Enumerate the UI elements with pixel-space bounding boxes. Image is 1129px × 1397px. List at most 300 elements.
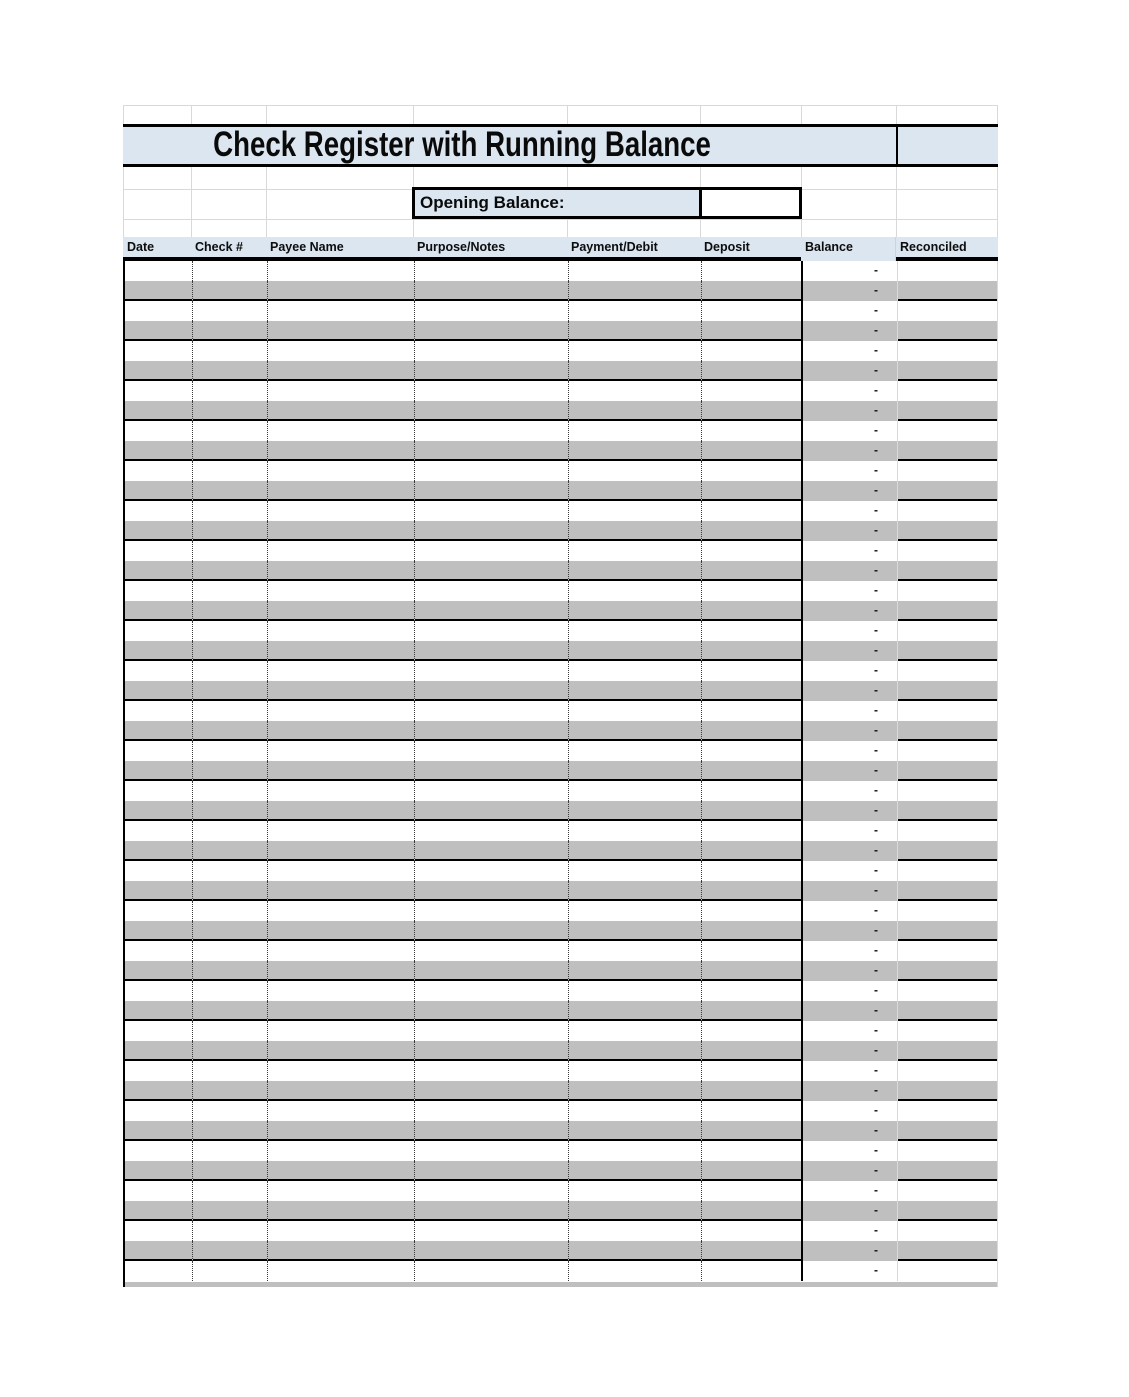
payee-name-cell[interactable]	[268, 561, 415, 581]
payment-debit-cell[interactable]	[569, 581, 702, 601]
purpose-notes-cell[interactable]	[415, 1141, 569, 1161]
purpose-notes-cell[interactable]	[415, 461, 569, 481]
reconciled-cell[interactable]	[898, 761, 997, 781]
payment-debit-cell[interactable]	[569, 1081, 702, 1101]
purpose-notes-cell[interactable]	[415, 361, 569, 381]
payment-debit-cell[interactable]	[569, 1121, 702, 1141]
purpose-notes-cell[interactable]	[415, 681, 569, 701]
deposit-cell[interactable]	[702, 761, 803, 781]
payment-debit-cell[interactable]	[569, 1261, 702, 1281]
check-number-cell[interactable]	[193, 1161, 268, 1181]
payee-name-cell[interactable]	[268, 1161, 415, 1181]
payment-debit-cell[interactable]	[569, 261, 702, 281]
date-cell[interactable]	[125, 661, 193, 681]
date-cell[interactable]	[125, 1181, 193, 1201]
check-number-cell[interactable]	[193, 901, 268, 921]
reconciled-cell[interactable]	[898, 621, 997, 641]
purpose-notes-cell[interactable]	[415, 561, 569, 581]
reconciled-cell[interactable]	[898, 821, 997, 841]
reconciled-cell[interactable]	[898, 321, 997, 341]
payee-name-cell[interactable]	[268, 321, 415, 341]
purpose-notes-cell[interactable]	[415, 1001, 569, 1021]
date-cell[interactable]	[125, 341, 193, 361]
payee-name-cell[interactable]	[268, 861, 415, 881]
date-cell[interactable]	[125, 801, 193, 821]
deposit-cell[interactable]	[702, 461, 803, 481]
reconciled-cell[interactable]	[898, 1241, 997, 1261]
payment-debit-cell[interactable]	[569, 781, 702, 801]
deposit-cell[interactable]	[702, 1021, 803, 1041]
payee-name-cell[interactable]	[268, 1041, 415, 1061]
reconciled-cell[interactable]	[898, 1021, 997, 1041]
purpose-notes-cell[interactable]	[415, 841, 569, 861]
purpose-notes-cell[interactable]	[415, 941, 569, 961]
payment-debit-cell[interactable]	[569, 301, 702, 321]
reconciled-cell[interactable]	[898, 941, 997, 961]
check-number-cell[interactable]	[193, 781, 268, 801]
deposit-cell[interactable]	[702, 401, 803, 421]
payee-name-cell[interactable]	[268, 401, 415, 421]
purpose-notes-cell[interactable]	[415, 641, 569, 661]
reconciled-cell[interactable]	[898, 501, 997, 521]
check-number-cell[interactable]	[193, 341, 268, 361]
payment-debit-cell[interactable]	[569, 661, 702, 681]
date-cell[interactable]	[125, 521, 193, 541]
purpose-notes-cell[interactable]	[415, 1221, 569, 1241]
date-cell[interactable]	[125, 1021, 193, 1041]
payee-name-cell[interactable]	[268, 661, 415, 681]
payment-debit-cell[interactable]	[569, 1181, 702, 1201]
payee-name-cell[interactable]	[268, 1141, 415, 1161]
purpose-notes-cell[interactable]	[415, 601, 569, 621]
payment-debit-cell[interactable]	[569, 461, 702, 481]
payee-name-cell[interactable]	[268, 441, 415, 461]
payee-name-cell[interactable]	[268, 781, 415, 801]
deposit-cell[interactable]	[702, 601, 803, 621]
payee-name-cell[interactable]	[268, 301, 415, 321]
date-cell[interactable]	[125, 381, 193, 401]
payee-name-cell[interactable]	[268, 621, 415, 641]
payment-debit-cell[interactable]	[569, 641, 702, 661]
payee-name-cell[interactable]	[268, 381, 415, 401]
date-cell[interactable]	[125, 861, 193, 881]
deposit-cell[interactable]	[702, 1261, 803, 1281]
check-number-cell[interactable]	[193, 1141, 268, 1161]
check-number-cell[interactable]	[193, 1081, 268, 1101]
deposit-cell[interactable]	[702, 921, 803, 941]
check-number-cell[interactable]	[193, 1041, 268, 1061]
payment-debit-cell[interactable]	[569, 701, 702, 721]
deposit-cell[interactable]	[702, 901, 803, 921]
deposit-cell[interactable]	[702, 341, 803, 361]
payment-debit-cell[interactable]	[569, 401, 702, 421]
deposit-cell[interactable]	[702, 281, 803, 301]
purpose-notes-cell[interactable]	[415, 521, 569, 541]
check-number-cell[interactable]	[193, 421, 268, 441]
date-cell[interactable]	[125, 1221, 193, 1241]
check-number-cell[interactable]	[193, 661, 268, 681]
deposit-cell[interactable]	[702, 301, 803, 321]
purpose-notes-cell[interactable]	[415, 301, 569, 321]
date-cell[interactable]	[125, 361, 193, 381]
payment-debit-cell[interactable]	[569, 821, 702, 841]
reconciled-cell[interactable]	[898, 421, 997, 441]
check-number-cell[interactable]	[193, 1061, 268, 1081]
payee-name-cell[interactable]	[268, 1081, 415, 1101]
check-number-cell[interactable]	[193, 1121, 268, 1141]
deposit-cell[interactable]	[702, 1001, 803, 1021]
check-number-cell[interactable]	[193, 501, 268, 521]
check-number-cell[interactable]	[193, 521, 268, 541]
payee-name-cell[interactable]	[268, 1261, 415, 1281]
reconciled-cell[interactable]	[898, 541, 997, 561]
purpose-notes-cell[interactable]	[415, 1261, 569, 1281]
payee-name-cell[interactable]	[268, 981, 415, 1001]
deposit-cell[interactable]	[702, 1221, 803, 1241]
payment-debit-cell[interactable]	[569, 961, 702, 981]
reconciled-cell[interactable]	[898, 901, 997, 921]
reconciled-cell[interactable]	[898, 461, 997, 481]
date-cell[interactable]	[125, 301, 193, 321]
reconciled-cell[interactable]	[898, 661, 997, 681]
purpose-notes-cell[interactable]	[415, 701, 569, 721]
payment-debit-cell[interactable]	[569, 841, 702, 861]
check-number-cell[interactable]	[193, 641, 268, 661]
date-cell[interactable]	[125, 501, 193, 521]
date-cell[interactable]	[125, 1121, 193, 1141]
payment-debit-cell[interactable]	[569, 501, 702, 521]
date-cell[interactable]	[125, 561, 193, 581]
reconciled-cell[interactable]	[898, 641, 997, 661]
payment-debit-cell[interactable]	[569, 1221, 702, 1241]
payment-debit-cell[interactable]	[569, 941, 702, 961]
payee-name-cell[interactable]	[268, 1181, 415, 1201]
deposit-cell[interactable]	[702, 781, 803, 801]
purpose-notes-cell[interactable]	[415, 721, 569, 741]
payee-name-cell[interactable]	[268, 1241, 415, 1261]
reconciled-cell[interactable]	[898, 1181, 997, 1201]
payment-debit-cell[interactable]	[569, 381, 702, 401]
date-cell[interactable]	[125, 941, 193, 961]
purpose-notes-cell[interactable]	[415, 1241, 569, 1261]
check-number-cell[interactable]	[193, 841, 268, 861]
payment-debit-cell[interactable]	[569, 921, 702, 941]
date-cell[interactable]	[125, 781, 193, 801]
reconciled-cell[interactable]	[898, 401, 997, 421]
deposit-cell[interactable]	[702, 1141, 803, 1161]
purpose-notes-cell[interactable]	[415, 981, 569, 1001]
payment-debit-cell[interactable]	[569, 421, 702, 441]
reconciled-cell[interactable]	[898, 301, 997, 321]
purpose-notes-cell[interactable]	[415, 381, 569, 401]
payment-debit-cell[interactable]	[569, 881, 702, 901]
check-number-cell[interactable]	[193, 481, 268, 501]
date-cell[interactable]	[125, 841, 193, 861]
check-number-cell[interactable]	[193, 761, 268, 781]
check-number-cell[interactable]	[193, 401, 268, 421]
payment-debit-cell[interactable]	[569, 1041, 702, 1061]
purpose-notes-cell[interactable]	[415, 961, 569, 981]
purpose-notes-cell[interactable]	[415, 1181, 569, 1201]
deposit-cell[interactable]	[702, 1121, 803, 1141]
deposit-cell[interactable]	[702, 981, 803, 1001]
payee-name-cell[interactable]	[268, 1021, 415, 1041]
payee-name-cell[interactable]	[268, 421, 415, 441]
check-number-cell[interactable]	[193, 1101, 268, 1121]
reconciled-cell[interactable]	[898, 561, 997, 581]
purpose-notes-cell[interactable]	[415, 1061, 569, 1081]
check-number-cell[interactable]	[193, 301, 268, 321]
payee-name-cell[interactable]	[268, 461, 415, 481]
purpose-notes-cell[interactable]	[415, 541, 569, 561]
deposit-cell[interactable]	[702, 961, 803, 981]
reconciled-cell[interactable]	[898, 441, 997, 461]
purpose-notes-cell[interactable]	[415, 401, 569, 421]
payee-name-cell[interactable]	[268, 721, 415, 741]
deposit-cell[interactable]	[702, 1161, 803, 1181]
reconciled-cell[interactable]	[898, 1141, 997, 1161]
payee-name-cell[interactable]	[268, 361, 415, 381]
check-number-cell[interactable]	[193, 1181, 268, 1201]
payee-name-cell[interactable]	[268, 641, 415, 661]
payee-name-cell[interactable]	[268, 541, 415, 561]
payment-debit-cell[interactable]	[569, 321, 702, 341]
deposit-cell[interactable]	[702, 1081, 803, 1101]
deposit-cell[interactable]	[702, 1181, 803, 1201]
date-cell[interactable]	[125, 1161, 193, 1181]
check-number-cell[interactable]	[193, 321, 268, 341]
reconciled-cell[interactable]	[898, 861, 997, 881]
deposit-cell[interactable]	[702, 841, 803, 861]
purpose-notes-cell[interactable]	[415, 501, 569, 521]
date-cell[interactable]	[125, 581, 193, 601]
deposit-cell[interactable]	[702, 1101, 803, 1121]
payment-debit-cell[interactable]	[569, 1101, 702, 1121]
purpose-notes-cell[interactable]	[415, 1101, 569, 1121]
payment-debit-cell[interactable]	[569, 601, 702, 621]
date-cell[interactable]	[125, 281, 193, 301]
deposit-cell[interactable]	[702, 1041, 803, 1061]
check-number-cell[interactable]	[193, 441, 268, 461]
deposit-cell[interactable]	[702, 521, 803, 541]
payee-name-cell[interactable]	[268, 761, 415, 781]
deposit-cell[interactable]	[702, 361, 803, 381]
payee-name-cell[interactable]	[268, 1121, 415, 1141]
deposit-cell[interactable]	[702, 561, 803, 581]
purpose-notes-cell[interactable]	[415, 1021, 569, 1041]
check-number-cell[interactable]	[193, 801, 268, 821]
date-cell[interactable]	[125, 1061, 193, 1081]
payment-debit-cell[interactable]	[569, 621, 702, 641]
check-number-cell[interactable]	[193, 741, 268, 761]
payee-name-cell[interactable]	[268, 601, 415, 621]
check-number-cell[interactable]	[193, 1221, 268, 1241]
reconciled-cell[interactable]	[898, 961, 997, 981]
payee-name-cell[interactable]	[268, 961, 415, 981]
check-number-cell[interactable]	[193, 261, 268, 281]
purpose-notes-cell[interactable]	[415, 1041, 569, 1061]
date-cell[interactable]	[125, 401, 193, 421]
check-number-cell[interactable]	[193, 921, 268, 941]
check-number-cell[interactable]	[193, 601, 268, 621]
check-number-cell[interactable]	[193, 461, 268, 481]
reconciled-cell[interactable]	[898, 1081, 997, 1101]
payee-name-cell[interactable]	[268, 701, 415, 721]
reconciled-cell[interactable]	[898, 581, 997, 601]
purpose-notes-cell[interactable]	[415, 741, 569, 761]
deposit-cell[interactable]	[702, 481, 803, 501]
payee-name-cell[interactable]	[268, 1201, 415, 1221]
reconciled-cell[interactable]	[898, 1041, 997, 1061]
reconciled-cell[interactable]	[898, 781, 997, 801]
payee-name-cell[interactable]	[268, 921, 415, 941]
check-number-cell[interactable]	[193, 561, 268, 581]
purpose-notes-cell[interactable]	[415, 1201, 569, 1221]
date-cell[interactable]	[125, 321, 193, 341]
purpose-notes-cell[interactable]	[415, 621, 569, 641]
payment-debit-cell[interactable]	[569, 281, 702, 301]
check-number-cell[interactable]	[193, 621, 268, 641]
deposit-cell[interactable]	[702, 741, 803, 761]
deposit-cell[interactable]	[702, 381, 803, 401]
reconciled-cell[interactable]	[898, 881, 997, 901]
payment-debit-cell[interactable]	[569, 1241, 702, 1261]
check-number-cell[interactable]	[193, 361, 268, 381]
payment-debit-cell[interactable]	[569, 721, 702, 741]
date-cell[interactable]	[125, 1001, 193, 1021]
payment-debit-cell[interactable]	[569, 441, 702, 461]
check-number-cell[interactable]	[193, 1021, 268, 1041]
date-cell[interactable]	[125, 901, 193, 921]
reconciled-cell[interactable]	[898, 701, 997, 721]
opening-balance-input[interactable]	[702, 190, 799, 216]
reconciled-cell[interactable]	[898, 601, 997, 621]
payment-debit-cell[interactable]	[569, 521, 702, 541]
deposit-cell[interactable]	[702, 721, 803, 741]
payee-name-cell[interactable]	[268, 481, 415, 501]
check-number-cell[interactable]	[193, 281, 268, 301]
payee-name-cell[interactable]	[268, 941, 415, 961]
deposit-cell[interactable]	[702, 801, 803, 821]
deposit-cell[interactable]	[702, 581, 803, 601]
reconciled-cell[interactable]	[898, 801, 997, 821]
reconciled-cell[interactable]	[898, 1121, 997, 1141]
date-cell[interactable]	[125, 601, 193, 621]
check-number-cell[interactable]	[193, 1201, 268, 1221]
date-cell[interactable]	[125, 461, 193, 481]
deposit-cell[interactable]	[702, 881, 803, 901]
check-number-cell[interactable]	[193, 861, 268, 881]
payee-name-cell[interactable]	[268, 521, 415, 541]
check-number-cell[interactable]	[193, 381, 268, 401]
date-cell[interactable]	[125, 1141, 193, 1161]
date-cell[interactable]	[125, 421, 193, 441]
reconciled-cell[interactable]	[898, 381, 997, 401]
payment-debit-cell[interactable]	[569, 981, 702, 1001]
payment-debit-cell[interactable]	[569, 361, 702, 381]
payee-name-cell[interactable]	[268, 841, 415, 861]
payment-debit-cell[interactable]	[569, 761, 702, 781]
deposit-cell[interactable]	[702, 1241, 803, 1261]
reconciled-cell[interactable]	[898, 1061, 997, 1081]
deposit-cell[interactable]	[702, 701, 803, 721]
purpose-notes-cell[interactable]	[415, 661, 569, 681]
purpose-notes-cell[interactable]	[415, 1161, 569, 1181]
deposit-cell[interactable]	[702, 941, 803, 961]
date-cell[interactable]	[125, 1041, 193, 1061]
deposit-cell[interactable]	[702, 641, 803, 661]
payee-name-cell[interactable]	[268, 1061, 415, 1081]
reconciled-cell[interactable]	[898, 1101, 997, 1121]
purpose-notes-cell[interactable]	[415, 781, 569, 801]
date-cell[interactable]	[125, 741, 193, 761]
reconciled-cell[interactable]	[898, 521, 997, 541]
purpose-notes-cell[interactable]	[415, 861, 569, 881]
reconciled-cell[interactable]	[898, 281, 997, 301]
payment-debit-cell[interactable]	[569, 801, 702, 821]
check-number-cell[interactable]	[193, 721, 268, 741]
purpose-notes-cell[interactable]	[415, 761, 569, 781]
purpose-notes-cell[interactable]	[415, 421, 569, 441]
reconciled-cell[interactable]	[898, 341, 997, 361]
purpose-notes-cell[interactable]	[415, 901, 569, 921]
purpose-notes-cell[interactable]	[415, 441, 569, 461]
deposit-cell[interactable]	[702, 821, 803, 841]
reconciled-cell[interactable]	[898, 1201, 997, 1221]
payment-debit-cell[interactable]	[569, 901, 702, 921]
payee-name-cell[interactable]	[268, 821, 415, 841]
payment-debit-cell[interactable]	[569, 1201, 702, 1221]
date-cell[interactable]	[125, 1261, 193, 1281]
check-number-cell[interactable]	[193, 581, 268, 601]
payment-debit-cell[interactable]	[569, 1021, 702, 1041]
date-cell[interactable]	[125, 961, 193, 981]
purpose-notes-cell[interactable]	[415, 341, 569, 361]
purpose-notes-cell[interactable]	[415, 1081, 569, 1101]
deposit-cell[interactable]	[702, 681, 803, 701]
payment-debit-cell[interactable]	[569, 861, 702, 881]
reconciled-cell[interactable]	[898, 1001, 997, 1021]
reconciled-cell[interactable]	[898, 481, 997, 501]
payment-debit-cell[interactable]	[569, 681, 702, 701]
check-number-cell[interactable]	[193, 541, 268, 561]
reconciled-cell[interactable]	[898, 1261, 997, 1281]
purpose-notes-cell[interactable]	[415, 801, 569, 821]
deposit-cell[interactable]	[702, 501, 803, 521]
date-cell[interactable]	[125, 761, 193, 781]
payee-name-cell[interactable]	[268, 581, 415, 601]
purpose-notes-cell[interactable]	[415, 881, 569, 901]
reconciled-cell[interactable]	[898, 361, 997, 381]
payee-name-cell[interactable]	[268, 501, 415, 521]
check-number-cell[interactable]	[193, 881, 268, 901]
payment-debit-cell[interactable]	[569, 741, 702, 761]
check-number-cell[interactable]	[193, 1241, 268, 1261]
purpose-notes-cell[interactable]	[415, 281, 569, 301]
date-cell[interactable]	[125, 921, 193, 941]
payment-debit-cell[interactable]	[569, 541, 702, 561]
deposit-cell[interactable]	[702, 1061, 803, 1081]
purpose-notes-cell[interactable]	[415, 821, 569, 841]
purpose-notes-cell[interactable]	[415, 481, 569, 501]
reconciled-cell[interactable]	[898, 981, 997, 1001]
reconciled-cell[interactable]	[898, 1161, 997, 1181]
payment-debit-cell[interactable]	[569, 1061, 702, 1081]
purpose-notes-cell[interactable]	[415, 581, 569, 601]
payment-debit-cell[interactable]	[569, 481, 702, 501]
purpose-notes-cell[interactable]	[415, 321, 569, 341]
date-cell[interactable]	[125, 641, 193, 661]
